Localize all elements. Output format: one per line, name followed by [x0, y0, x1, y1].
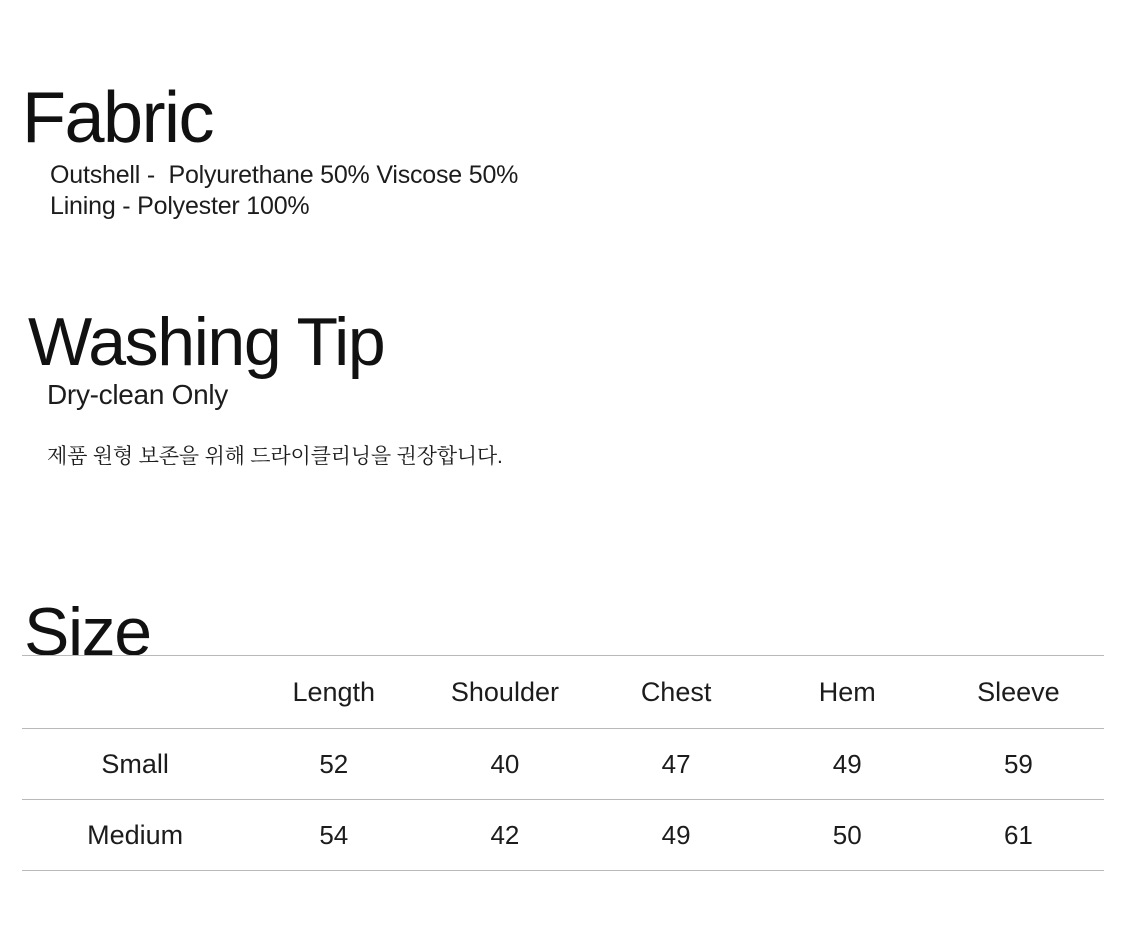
- washing-tip-heading: Washing Tip: [28, 303, 385, 380]
- size-column-header-blank: [22, 656, 248, 729]
- size-cell-small-length: 52: [248, 729, 419, 800]
- washing-instruction-korean: 제품 원형 보존을 위해 드라이클리닝을 권장합니다.: [47, 445, 503, 468]
- table-row: [22, 800, 1104, 871]
- size-table-body: [22, 729, 1104, 871]
- fabric-line-outshell: Outshell - Polyurethane 50% Viscose 50%: [50, 161, 519, 189]
- size-cell-small-chest: 47: [591, 729, 762, 800]
- fabric-composition: [50, 160, 518, 221]
- size-cell-small-hem: 49: [762, 729, 933, 800]
- size-cell-medium-shoulder: 42: [419, 800, 590, 871]
- size-column-header-shoulder: Shoulder: [419, 656, 590, 729]
- size-table-header: [22, 656, 1104, 729]
- size-cell-medium-length: 54: [248, 800, 419, 871]
- size-row-label-small: Small: [22, 729, 248, 800]
- size-cell-medium-chest: 49: [591, 800, 762, 871]
- size-column-header-length: Length: [248, 656, 419, 729]
- fabric-line-lining: Lining - Polyester 100%: [50, 191, 310, 220]
- fabric-heading: Fabric: [22, 78, 214, 159]
- size-table: [22, 655, 1104, 871]
- size-cell-small-shoulder: 40: [419, 729, 590, 800]
- size-heading: Size: [24, 593, 151, 670]
- size-row-label-medium: Medium: [22, 800, 248, 871]
- size-column-header-chest: Chest: [591, 656, 762, 729]
- size-cell-medium-sleeve: 61: [933, 800, 1104, 871]
- size-column-header-hem: Hem: [762, 656, 933, 729]
- table-row: [22, 729, 1104, 800]
- size-cell-medium-hem: 50: [762, 800, 933, 871]
- size-cell-small-sleeve: 59: [933, 729, 1104, 800]
- size-column-header-sleeve: Sleeve: [933, 656, 1104, 729]
- table-header-row: [22, 656, 1104, 729]
- washing-instruction-english: Dry-clean Only: [47, 379, 228, 410]
